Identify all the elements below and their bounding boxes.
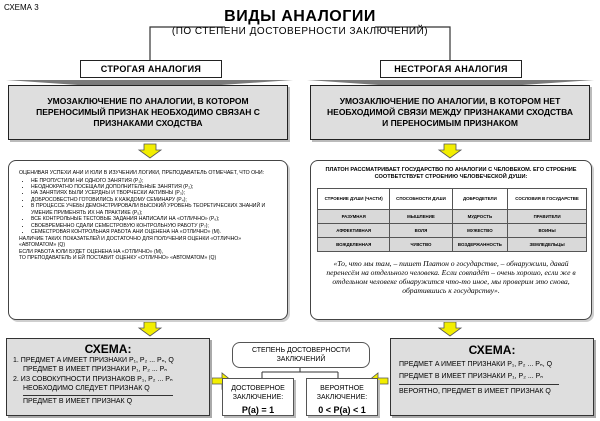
list-item: • НЕОДНОКРАТНО ПОСЕЩАЛИ ДОПОЛНИТЕЛЬНЫЕ ЗАНЯТИЯ (P₂); [31,184,279,190]
probable-formula: 0 < P(a) < 1 [318,405,366,416]
table-cell: МУДРОСТЬ [452,209,508,223]
nonstrict-definition: УМОЗАКЛЮЧЕНИЕ ПО АНАЛОГИИ, В КОТОРОМ НЕТ НЕОБХОДИМОЙ СВЯЗИ МЕЖДУ ПРИЗНАКАМИ СХОДСТВА И ПЕРЕНОСИМЫМ ПРИЗНАКОМ [310,85,590,140]
table-cell: ПРАВИТЕЛИ [508,209,587,223]
certain-conclusion-box [222,378,294,416]
nonstrict-scheme-line-1: ПРЕДМЕТ A ИМЕЕТ ПРИЗНАКИ P₁, P₂ ... Pₙ, Q [399,361,553,368]
table-cell: МУЖЕСТВО [452,223,508,237]
strict-scheme-line-2b: НЕОБХОДИМО СЛЕДУЕТ ПРИЗНАК Q [23,385,150,393]
table-cell: ВОЛЯ [390,223,452,237]
nonstrict-scheme-title: СХЕМА: [468,343,516,357]
list-item: • СЕМЕСТРОВАЯ КОНТРОЛЬНАЯ РАБОТА АНИ ОЦЕНЕНА НА «ОТЛИЧНО» (M). [31,229,279,235]
strict-example-conclusion-3: ТО ПРЕПОДАВАТЕЛЬ И ЕЙ ПОСТАВИТ ОЦЕНКУ «ОТЛИЧНО» «АВТОМАТОМ» (Q) [19,255,217,262]
certain-conclusion-text: ДОСТОВЕРНОЕ ЗАКЛЮЧЕНИЕ: [231,385,285,402]
page-subtitle: (ПО СТЕПЕНИ ДОСТОВЕРНОСТИ ЗАКЛЮЧЕНИЙ) [171,26,429,37]
probable-conclusion-text: ВЕРОЯТНОЕ ЗАКЛЮЧЕНИЕ: [316,385,368,402]
table-cell: МЫШЛЕНИЕ [390,209,452,223]
page-title: ВИДЫ АНАЛОГИИ [224,8,376,25]
nonstrict-scheme-line-3: ВЕРОЯТНО, ПРЕДМЕТ B ИМЕЕТ ПРИЗНАК Q [399,387,551,395]
arrow-down-strict-2 [139,322,161,336]
arrow-down-strict-1 [139,144,161,158]
plato-intro: ПЛАТОН РАССМАТРИВАЕТ ГОСУДАРСТВО ПО АНАЛОГИИ С ЧЕЛОВЕКОМ. ЕГО СТРОЕНИЕ СООТВЕТСТВУЕТ СТРОЕНИЮ ЧЕЛОВЕЧЕСКОЙ ДУШИ: [325,167,577,181]
strict-scheme-line-2: ИЗ СОВОКУПНОСТИ ПРИЗНАКОВ P₁, P₂ ... Pₙ [20,375,173,383]
strict-example-box [8,160,288,320]
table-cell: РАЗУМНАЯ [318,209,390,223]
arrow-down-nonstrict-1 [439,144,461,158]
strict-scheme-num-2: 2. [13,375,19,383]
scheme-divider [399,384,559,385]
strict-scheme-box [6,338,210,416]
nonstrict-scheme-line-2: ПРЕДМЕТ B ИМЕЕТ ПРИЗНАКИ P₁, P₂ ... Pₙ [399,373,544,381]
scheme-divider [23,395,173,396]
table-cell: ВОЖДЕЛЕННАЯ [318,237,390,251]
strict-scheme-title: СХЕМА: [84,342,132,356]
strict-scheme-line-3: ПРЕДМЕТ B ИМЕЕТ ПРИЗНАК Q [23,397,133,405]
table-header-cell: ДОБРОДЕТЕЛИ [452,188,508,209]
table-header-cell: СОСЛОВИЯ В ГОСУДАРСТВЕ [508,188,587,209]
table-header-cell: СТРОЕНИЕ ДУШИ (ЧАСТИ) [318,188,390,209]
strict-definition: УМОЗАКЛЮЧЕНИЕ ПО АНАЛОГИИ, В КОТОРОМ ПЕРЕНОСИМЫЙ ПРИЗНАК НЕОБХОДИМО СВЯЗАН С ПРИЗНАКАМИ СХОДСТВА [8,85,288,140]
list-item: • СВОЕВРЕМЕННО СДАЛИ СЕМЕСТРОВУЮ КОНТРОЛЬНУЮ РАБОТУ (P₇); [31,223,279,229]
strict-scheme-line-1: ПРЕДМЕТ A ИМЕЕТ ПРИЗНАКИ P₁, P₂ ... Pₙ, Q [20,357,174,364]
table-cell: ЗЕМЛЕДЕЛЬЦЫ [508,237,587,251]
list-item: • НЕ ПРОПУСТИЛИ НИ ОДНОГО ЗАНЯТИЯ (P₁); [31,178,279,184]
list-item: • НА ЗАНЯТИЯХ БЫЛИ УСЕРДНЫ И ТВОРЧЕСКИ АКТИВНЫ (P₃); [31,190,279,196]
schema-number: СХЕМА 3 [4,3,39,12]
table-header-cell: СПОСОБНОСТИ ДУШИ [390,188,452,209]
list-item: • ВСЕ КОНТРОЛЬНЫЕ ТЕСТОВЫЕ ЗАДАНИЯ НАПИСАЛИ НА «ОТЛИЧНО» (P₆); [31,216,279,222]
list-item: • В ПРОЦЕССЕ УЧЕБЫ ДЕМОНСТРИРОВАЛИ ВЫСОКИЙ УРОВЕНЬ ТЕОРЕТИЧЕСКИХ ЗНАНИЙ И УМЕНИЕ ПРИМЕНЯТЬ ИХ НА ПРАКТИКЕ (P₅); [31,203,279,216]
strict-example-intro: ОЦЕНИВАЯ УСПЕХИ АНИ И ЮЛИ В ИЗУЧЕНИИ ЛОГИКИ, ПРЕПОДАВАТЕЛЬ ОТМЕЧАЕТ, ЧТО ОНИ: [19,170,265,176]
table-cell: АФФЕКТИВНАЯ [318,223,390,237]
table-cell: ВОИНЫ [508,223,587,237]
list-item: • ДОБРОСОВЕСТНО ГОТОВИЛИСЬ К КАЖДОМУ СЕМИНАРУ (P₄); [31,197,279,203]
certain-formula: P(a) = 1 [241,405,275,416]
strict-example-conclusion-2: ЕСЛИ РАБОТА ЮЛИ БУДЕТ ОЦЕНЕНА НА «ОТЛИЧНО» (M), [19,248,164,255]
strict-scheme-num-1: 1. [13,357,19,364]
probable-conclusion-box [306,378,378,416]
plato-quote: «То, что мы там, – пишет Платон о государстве, – обнаружили, давай перенесём на отдельного человека. Если совпадёт – очень хорошо, если же в отдельном человеке обнаружится что-то иное, мы проверим это снова, обратившись к государству». [326,258,576,296]
strict-example-conclusion-1: НАЛИЧИЕ ТАКИХ ПОКАЗАТЕЛЕЙ И ДОСТАТОЧНО ДЛЯ ПОЛУЧЕНИЯ ОЦЕНКИ «ОТЛИЧНО» «АВТОМАТОМ» (Q) [19,235,242,249]
strict-analogy-label: СТРОГАЯ АНАЛОГИЯ [80,60,222,78]
table-cell: ЧУВСТВО [390,237,452,251]
strict-example-list [19,178,279,236]
plato-table [317,188,587,252]
table-cell: ВОЗДЕРЖАННОСТЬ [452,237,508,251]
reliability-label: СТЕПЕНЬ ДОСТОВЕРНОСТИ ЗАКЛЮЧЕНИЙ [232,342,370,368]
strict-scheme-line-1b: ПРЕДМЕТ B ИМЕЕТ ПРИЗНАКИ P₁, P₂ ... Pₙ [23,366,168,374]
arrow-down-nonstrict-2 [439,322,461,336]
nonstrict-example-box [310,160,592,320]
nonstrict-analogy-label: НЕСТРОГАЯ АНАЛОГИЯ [380,60,522,78]
nonstrict-scheme-box [390,338,594,416]
